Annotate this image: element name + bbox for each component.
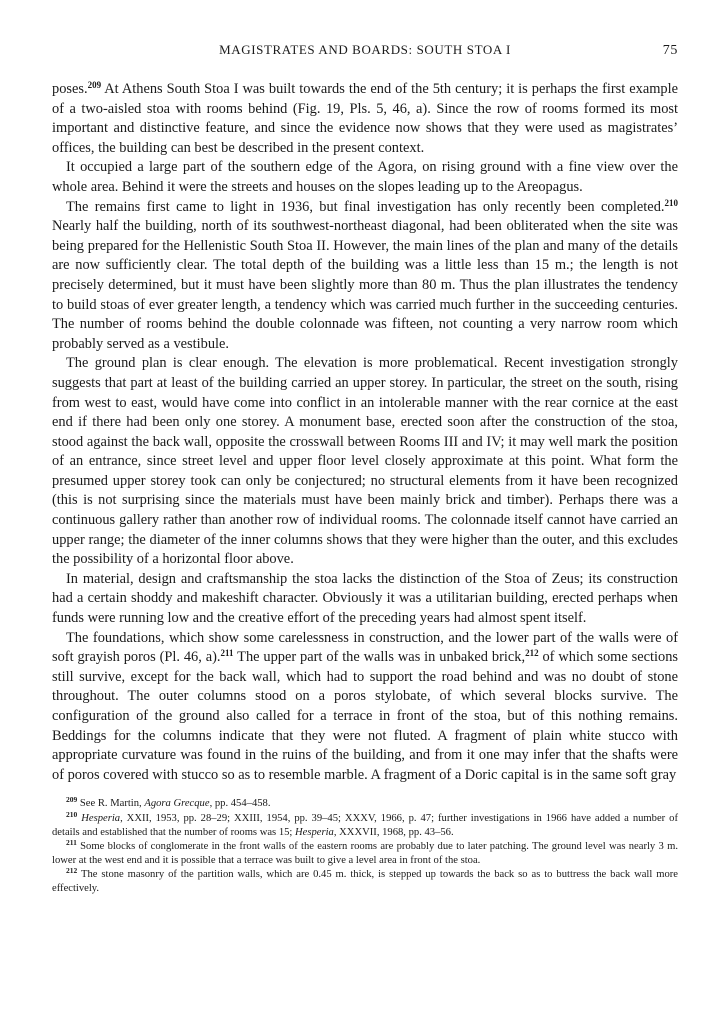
text-run: The upper part of the walls was in unbaked brick, bbox=[233, 649, 526, 666]
footnote bbox=[52, 868, 678, 895]
text-run: , XXII, 1953, pp. 28–29; XXIII, 1954, pp. 39–45; XXXV, 1966, p. 47; further investigations in 1966 have added a number of details and established that the number of rooms was 15; bbox=[52, 812, 678, 838]
text-run: of which some sections still survive, except for the back wall, which had to support the road behind and was no doubt of stone throughout. The outer columns stood on a poros stylobate, of which several blocks survive. The configuration of the ground also called for a terrace in front of the stoa, but of this nothing remains. Beddings for the columns indicate that they were not fluted. A fragment of plain white stucco with appropriate curvature was found in the ruins of the building, and from it one may infer that the shafts were of poros covered with stucco so as to resemble marble. A fragment of a Doric capital is in the same soft gray bbox=[52, 649, 678, 783]
text-run: The remains first came to light in 1936, but final investigation has only recently been completed. bbox=[66, 198, 665, 215]
footnote-ref: 210 bbox=[664, 197, 678, 208]
text-run: The foundations, which show some carelessness in construction, and the lower part of the walls were of soft grayish poros (Pl. 46, a). bbox=[52, 629, 678, 666]
running-head-title: MAGISTRATES AND BOARDS: SOUTH STOA I bbox=[219, 42, 511, 57]
footnote bbox=[52, 797, 678, 811]
text-run: In material, design and craftsmanship the stoa lacks the distinction of the Stoa of Zeus; its construction had a certain shoddy and makeshift character. Obviously it was a utilitarian building, erected perhaps when funds were running low and the creative effort of the preceding years had almost spent itself. bbox=[52, 570, 678, 627]
footnote-ref: 209 bbox=[87, 80, 102, 90]
paragraph bbox=[52, 80, 678, 158]
page bbox=[52, 42, 678, 897]
paragraph bbox=[52, 198, 678, 355]
running-head bbox=[52, 42, 678, 68]
text-run: poses. bbox=[52, 81, 88, 97]
paragraph bbox=[52, 354, 678, 570]
footnote-ref: 209 bbox=[66, 795, 78, 805]
text-run: It occupied a large part of the southern edge of the Agora, on rising ground with a fine view over the whole area. Behind it were the streets and houses on the slopes leading up to the Areopagus. bbox=[52, 159, 678, 195]
text-run: , pp. 454–458. bbox=[209, 798, 271, 810]
footnote-ref: 210 bbox=[66, 809, 78, 819]
body-text bbox=[52, 80, 678, 785]
text-run: Nearly half the building, north of its southwest-northeast diagonal, had been obliterated when the site was being prepared for the Hellenistic South Stoa II. However, the main lines of the plan and many of the details are now sufficiently clear. The total depth of the building was a little less than 15 m.; the length is not precisely determined, but it must have been slightly more than 80 m. Thus the plan illustrates the tendency to build stoas of ever greater length, a tendency which was carried much further in the succeeding centuries. The number of rooms behind the double colonnade was fifteen, not counting a very narrow room which probably served as a vestibule. bbox=[52, 218, 678, 352]
footnote-ref: 212 bbox=[66, 866, 78, 876]
text-run: The stone masonry of the partition walls, which are 0.45 m. thick, is stepped up towards the back so as to buttress the back wall more effectively. bbox=[52, 869, 678, 894]
footnote-ref: 212 bbox=[525, 648, 539, 659]
italic-title: Hesperia bbox=[295, 826, 334, 838]
footnote bbox=[52, 809, 678, 839]
paragraph bbox=[52, 629, 678, 786]
italic-title: Hesperia bbox=[81, 812, 121, 824]
text-run: See R. Martin, bbox=[77, 798, 145, 810]
page-number: 75 bbox=[662, 43, 678, 58]
text-run: The ground plan is clear enough. The elevation is more problematical. Recent investigation strongly suggests that part at least of the building carried an upper storey. In particular, the street on the south, rising from west to east, would have come into conflict in an intolerable manner with the rear cornice at the east end if there had been only one storey. A monument base, erected soon after the construction of the stoa, stood against the back wall, opposite the crosswall between Rooms III and IV; it may well mark the position of an entrance, since street level and upper floor level closely approximate at this point. What form the presumed upper storey took can only be conjectured; no structural elements from it have been recognized (this is not surprising since the materials must have been mainly brick and timber). Perhaps there was a continuous gallery rather than another row of individual rooms. The colonnade itself cannot have carried an upper range; the diameter of the inner columns shows that they were higher than the outer, and this excludes the possibility of a horizontal floor above. bbox=[52, 355, 678, 568]
footnotes bbox=[52, 797, 678, 895]
paragraph bbox=[52, 570, 678, 629]
footnote-ref: 211 bbox=[220, 648, 234, 659]
text-run: , XXXVII, 1968, pp. 43–56. bbox=[333, 826, 454, 838]
paragraph bbox=[52, 158, 678, 197]
text-run: At Athens South Stoa I was built towards the end of the 5th century; it is perhaps the first example of a two-aisled stoa with rooms behind (Fig. 19, Pls. 5, 46, a). Since the row of rooms formed its most important and distinctive feature, and since the evidence now shows that they were used as magistrates’ offices, the building can best be described in the present context. bbox=[52, 81, 678, 156]
footnote bbox=[52, 840, 678, 867]
italic-title: Agora Grecque bbox=[144, 798, 210, 810]
text-run: Some blocks of conglomerate in the front walls of the eastern rooms are probably due to later patching. The ground level was nearly 3 m. lower at the west end and it is possible that a terrace was built to give a level area in front of the stoa. bbox=[52, 841, 678, 866]
footnote-ref: 211 bbox=[66, 838, 77, 848]
